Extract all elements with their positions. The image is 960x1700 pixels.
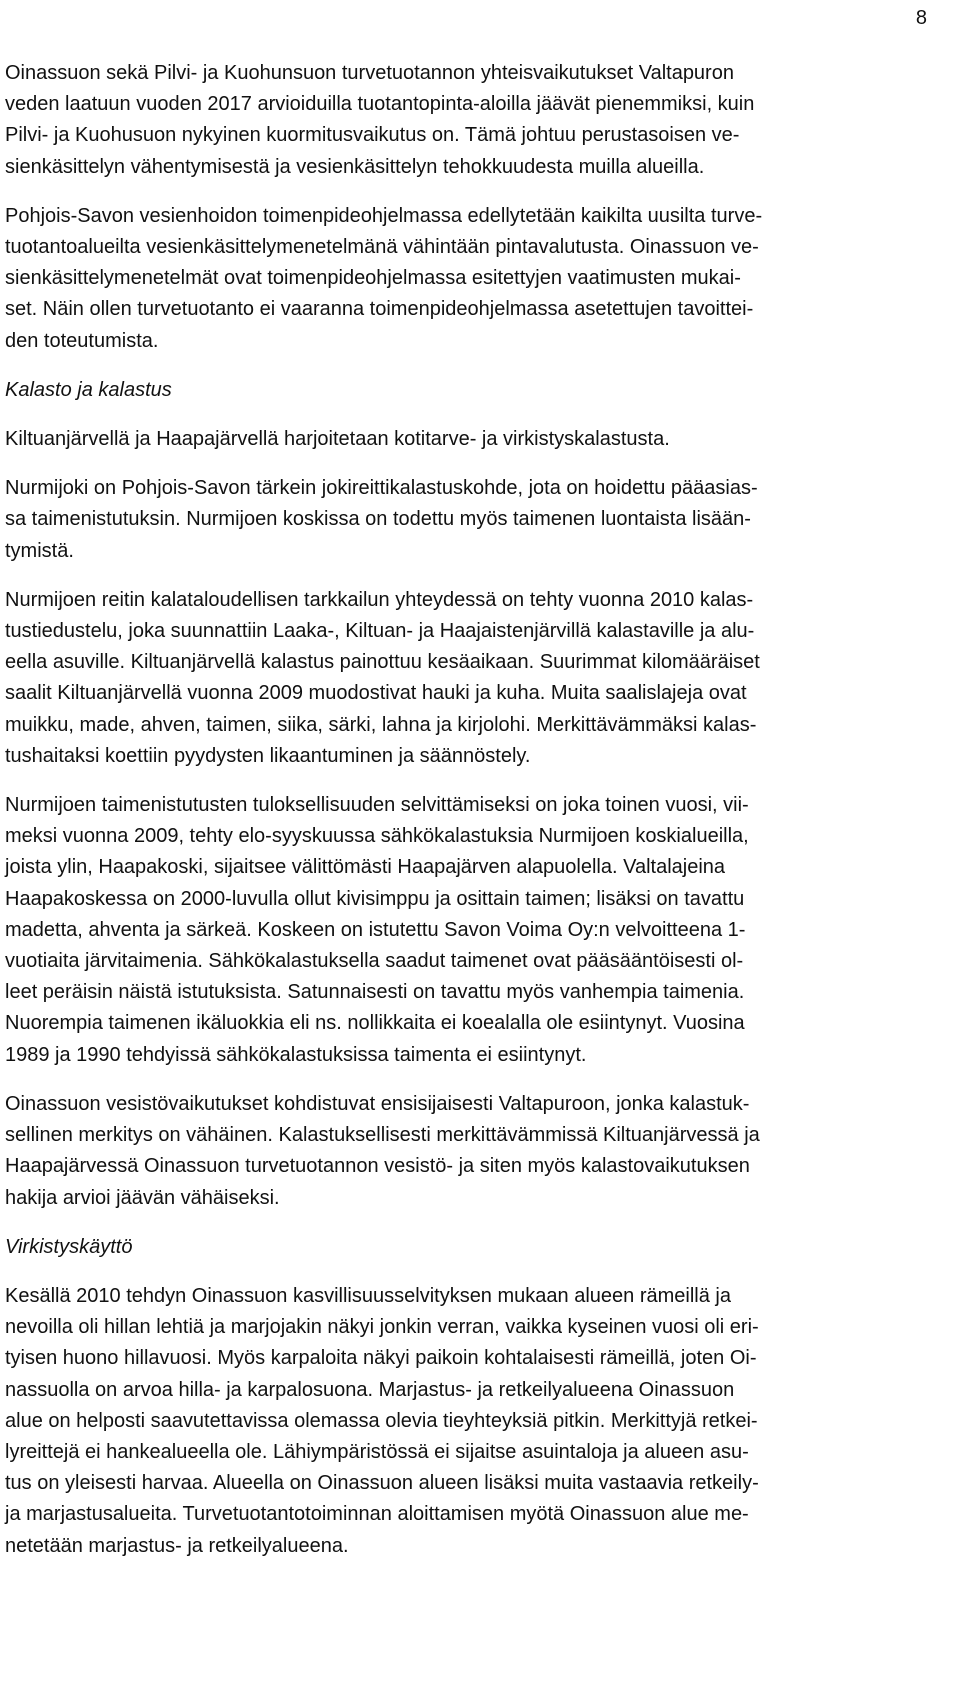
section-heading-fish-fishing: Kalasto ja kalastus [5, 378, 172, 401]
paragraph-water-impacts: Oinassuon vesistövaikutukset kohdistuvat ensisijaisesti Valtapuroon, jonka kalastuk- sellinen merkitys on vähäinen. Kalastuksellisesti merkittävämmissä Kiltuanjärvessä ja Haapajärvessä Oinassuon turvetuotannon vesistö- ja siten myös kalastovaikutuksen hakija arvioi jäävän vähäiseksi. [5, 1092, 760, 1209]
paragraph-recreation-use: Kesällä 2010 tehdyn Oinassuon kasvillisuusselvityksen mukaan alueen rämeillä ja nevoilla oli hillan lehtiä ja marjojakin näkyi jonkin verran, vaikka kyseinen vuosi oli eri- tyisen huono hillavuosi. Myös karpaloita näkyi paikoin kohtalaisesti rämeillä, joten Oi- nassuolla on arvoa hilla- ja karpalosuona. Marjastus- ja retkeilyalueena Oinassuon alue on helposti saavutettavissa olemassa olevia tieyhteyksiä pitkin. Merkittyjä retkei- lyreittejä ei hankealueella ole. Lähiympäristössä ei sijaitse asuintaloja ja alueen asu- tus on yleisesti harvaa. Alueella on Oinassuon alueen lisäksi muita vastaavia retkeily- ja marjastusalueita. Turvetuotantotoiminnan aloittamisen myötä Oinassuon alue me- netetään marjastus- ja retkeilyalueena. [5, 1284, 759, 1557]
paragraph-fishing-survey: Nurmijoen reitin kalataloudellisen tarkkailun yhteydessä on tehty vuonna 2010 kalas- tustiedustelu, joka suunnattiin Laaka-, Kiltuan- ja Haajaistenjärvillä kalastaville ja alu- eella asuville. Kiltuanjärvellä kalastus painottuu kesäaikaan. Suurimmat kilomääräiset saalit Kiltuanjärvellä vuonna 2009 muodostivat hauki ja kuha. Muita saalislajeja ovat muikku, made, ahven, taimen, siika, särki, lahna ja kirjolohi. Merkittävämmäksi kalas- tushaitaksi koettiin pyydysten likaantuminen ja säännöstely. [5, 588, 760, 767]
paragraph-combined-impacts: Oinassuon sekä Pilvi- ja Kuohunsuon turvetuotannon yhteisvaikutukset Valtapuron veden laatuun vuoden 2017 arvioiduilla tuotantopinta-aloilla jäävät pienemmiksi, kuin Pilvi- ja Kuohusuon nykyinen kuormitusvaikutus on. Tämä johtuu perustasoisen ve- sienkäsittelyn vähentymisestä ja vesienkäsittelyn tehokkuudesta muilla alueilla. [5, 62, 755, 178]
paragraph-nurmijoki-route: Nurmijoki on Pohjois-Savon tärkein jokireittikalastuskohde, jota on hoidettu pääasias- sa taimenistutuksin. Nurmijoen koskissa on todettu myös taimenen luontaista lisään- tymistä. [5, 477, 758, 562]
paragraph-water-management-program: Pohjois-Savon vesienhoidon toimenpideohjelmassa edellytetään kaikilta uusilta turve- tuotantoalueilta vesienkäsittelymenetelmänä vähintään pintavalutusta. Oinassuon ve- sienkäsittelymenetelmät ovat toimenpideohjelmassa esitettyjen vaatimusten mukai- set. Näin ollen turvetuotanto ei vaaranna toimenpideohjelmassa asetettujen tavoittei- den toteutumista. [5, 204, 763, 352]
page-number: 8 [915, 7, 927, 29]
document-body [5, 58, 882, 1580]
section-heading-recreation: Virkistyskäyttö [5, 1235, 133, 1258]
paragraph-trout-stocking: Nurmijoen taimenistutusten tuloksellisuuden selvittämiseksi on joka toinen vuosi, vii- meksi vuonna 2009, tehty elo-syyskuussa sähkökalastuksia Nurmijoen koskialueilla, joista ylin, Haapakoski, sijaitsee välittömästi Haapajärven alapuolella. Valtalajeina Haapakoskessa on 2000-luvulla ollut kivisimppu ja osittain taimen; lisäksi on tavattu madetta, ahventa ja särkeä. Koskeen on istutettu Savon Voima Oy:n velvoitteena 1- vuotiaita järvitaimenia. Sähkökalastuksella saadut taimenet ovat pääsääntöisesti ol- leet peräisin näistä istutuksista. Satunnaisesti on tavattu myös vanhempia taimenia. Nuorempia taimenen ikäluokkia eli ns. nollikkaita ei koealalla ole esiintynyt. Vuosina 1989 ja 1990 tehdyissä sähkökalastuksissa taimenta ei esiintynyt. [5, 794, 749, 1066]
paragraph-household-fishing: Kiltuanjärvellä ja Haapajärvellä harjoitetaan kotitarve- ja virkistyskalastusta. [5, 428, 670, 451]
